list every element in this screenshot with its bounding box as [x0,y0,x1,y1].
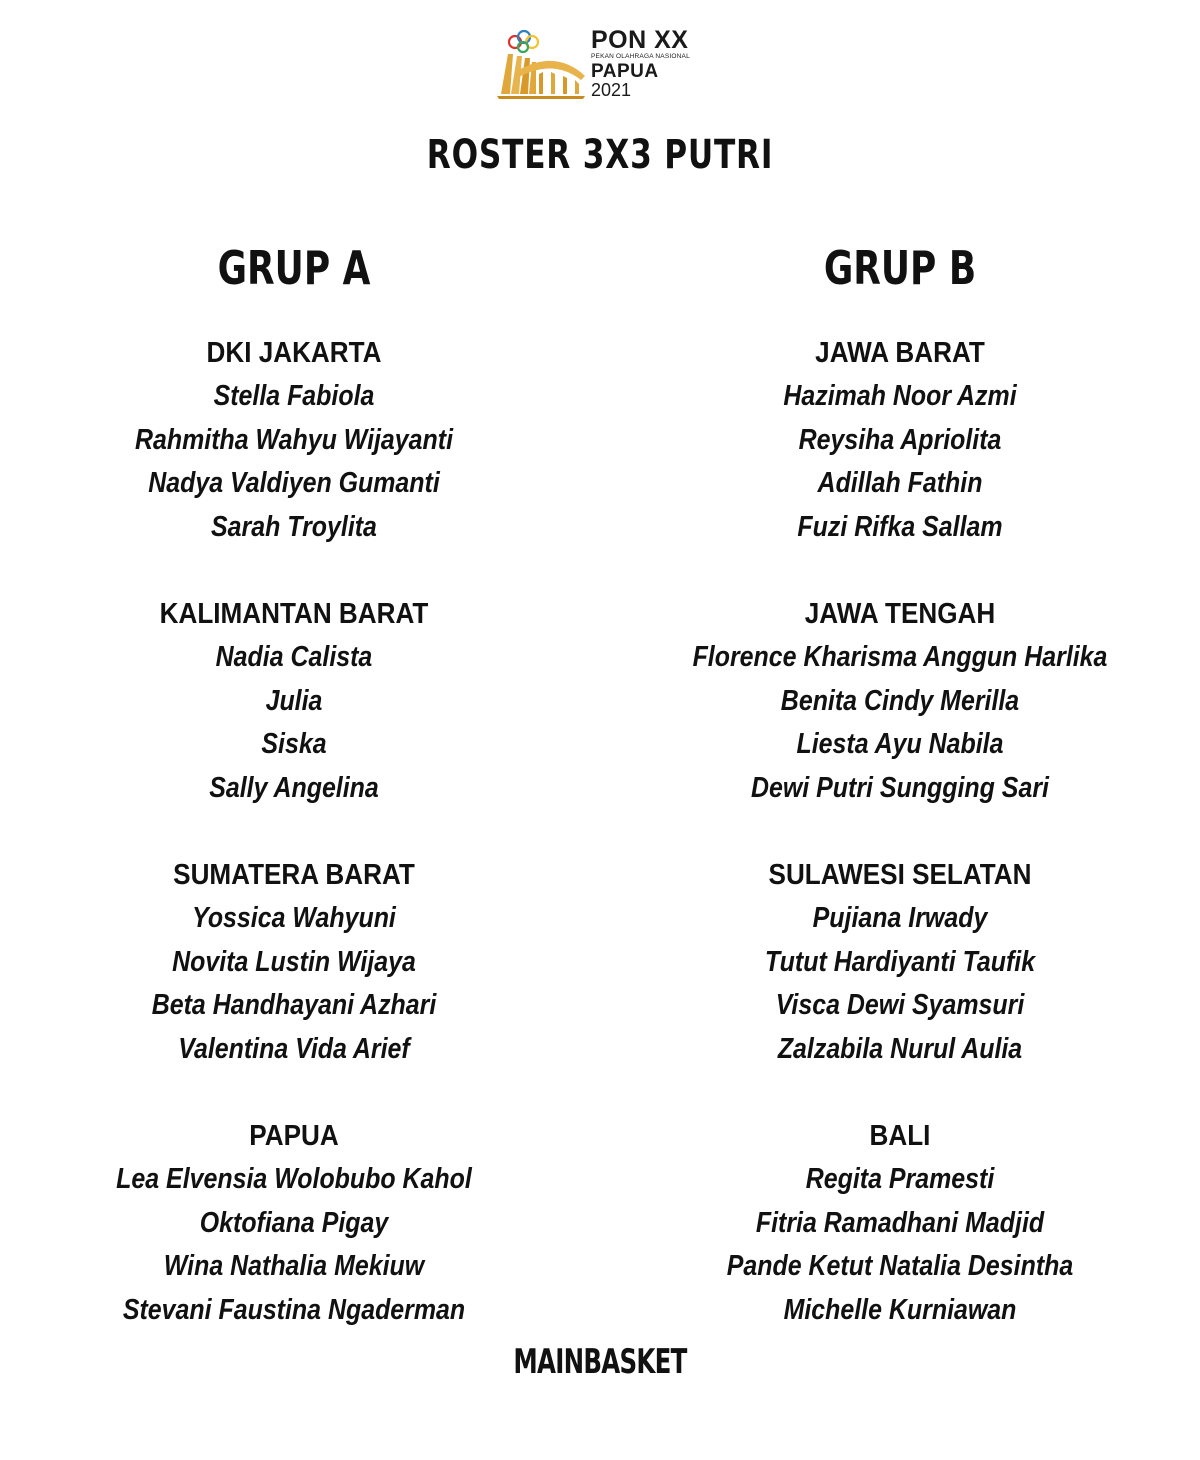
player-name: Liesta Ayu Nabila [796,728,1004,760]
team-name: KALIMANTAN BARAT [159,598,429,630]
group-a-column [0,236,594,1376]
player-name: Sarah Troylita [211,510,377,543]
team-name: BALI [869,1120,931,1152]
player-name: Tutut Hardiyanti Taufik [764,945,1036,978]
player-name: Fitria Ramadhani Madjid [755,1206,1045,1239]
player-name: Visca Dewi Syamsuri [775,989,1025,1021]
player-name: Wina Nathalia Mekiuw [163,1250,425,1282]
team-name: JAWA TENGAH [804,598,996,630]
logo-year: 2021 [591,79,632,100]
player-name: Oktofiana Pigay [199,1206,389,1239]
player-name: Siska [261,728,327,760]
player-name: Fuzi Rifka Sallam [797,510,1003,543]
team-block [0,332,594,593]
player-name: Reysiha Apriolita [798,423,1002,456]
group-title: GRUP A [217,241,371,295]
logo-region: PAPUA [591,60,659,82]
player-name: Benita Cindy Merilla [780,684,1020,717]
player-name: Nadya Valdiyen Gumanti [148,467,440,499]
team-name: PAPUA [249,1120,339,1152]
player-name: Beta Handhayani Azhari [151,989,437,1021]
player-name: Sally Angelina [209,771,379,804]
group-b-column [600,236,1200,1376]
pon-papua-emblem-icon [495,28,587,100]
team-block [0,854,594,1115]
player-name: Florence Kharisma Anggun Harlika [692,641,1108,673]
team-block [0,593,594,854]
pon-xx-logo [495,28,715,104]
footer-brand: MAINBASKET [513,1342,687,1382]
player-name: Pande Ketut Natalia Desintha [726,1250,1074,1282]
group-title: GRUP B [823,241,977,295]
logo-subtitle: PEKAN OLAHRAGA NASIONAL [591,53,690,60]
team-block [600,593,1200,854]
player-name: Julia [265,684,323,717]
player-name: Michelle Kurniawan [783,1293,1017,1326]
page-title: ROSTER 3X3 PUTRI [426,132,774,178]
team-name: SUMATERA BARAT [173,859,415,891]
team-block [600,854,1200,1115]
player-name: Dewi Putri Sungging Sari [751,771,1049,804]
team-name: JAWA BARAT [815,337,985,369]
player-name: Pujiana Irwady [812,902,988,934]
team-block [600,332,1200,593]
player-name: Zalzabila Nurul Aulia [777,1032,1023,1065]
player-name: Yossica Wahyuni [192,902,396,934]
team-name: DKI JAKARTA [206,337,382,369]
team-block [600,1115,1200,1376]
player-name: Adillah Fathin [817,467,983,499]
player-name: Nadia Calista [215,641,373,673]
player-name: Regita Pramesti [805,1163,995,1195]
team-name: SULAWESI SELATAN [768,859,1032,891]
logo-title: PON XX [591,26,689,54]
player-name: Stevani Faustina Ngaderman [122,1293,466,1326]
player-name: Rahmitha Wahyu Wijayanti [134,423,454,456]
player-name: Novita Lustin Wijaya [172,945,416,978]
player-name: Lea Elvensia Wolobubo Kahol [116,1163,472,1195]
player-name: Valentina Vida Arief [178,1032,410,1065]
player-name: Hazimah Noor Azmi [783,380,1017,412]
team-block [0,1115,594,1376]
player-name: Stella Fabiola [213,380,375,412]
